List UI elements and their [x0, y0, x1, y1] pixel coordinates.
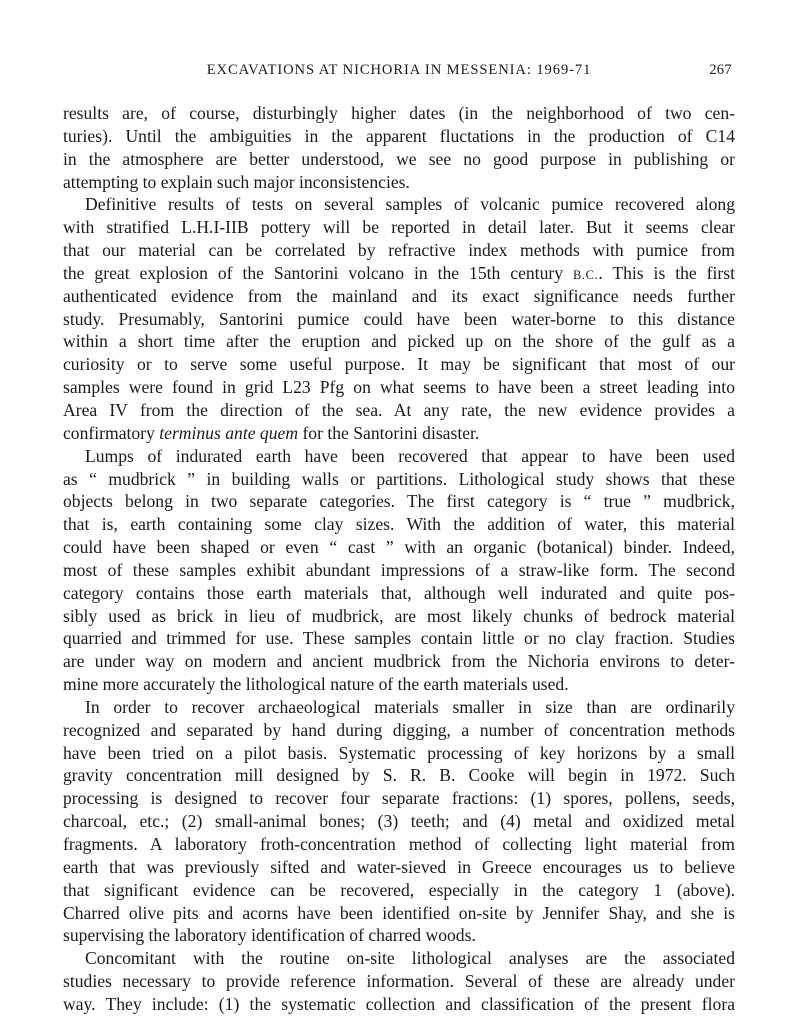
text-line: recognized and separated by hand during digging, a number of concentration methods [63, 719, 735, 740]
text-line: Concomitant with the routine on-site lithological analyses are the associated [85, 948, 735, 969]
text-line: charcoal, etc.; (2) small-animal bones; (3) teeth; and (4) metal and oxidized metal [63, 811, 735, 832]
text-line: Lumps of indurated earth have been recovered that appear to have been used [85, 445, 735, 466]
text-line: are under way on modern and ancient mudbrick from the Nichoria environs to deter- [63, 651, 735, 672]
text-line: Area IV from the direction of the sea. At any rate, the new evidence provides a [63, 399, 735, 420]
text-line: gravity concentration mill designed by S. R. B. Cooke will begin in 1972. Such [63, 765, 735, 786]
smallcaps-era: B.C. [572, 267, 599, 282]
text-line: Charred olive pits and acorns have been identified on-site by Jennifer Shay, and she is [63, 902, 735, 923]
line-text: the great explosion of the Santorini volcano in the 15th century [63, 262, 564, 283]
paragraph-4 [63, 696, 735, 947]
text-line: turies). Until the ambiguities in the apparent fluctations in the production of C14 [63, 125, 735, 146]
text-line: authenticated evidence from the mainland and its exact significance needs further [63, 285, 735, 306]
text-line: In order to recover archaeological materials smaller in size than are ordinarily [85, 696, 735, 717]
text-line: could have been shaped or even “ cast ” with an organic (botanical) binder. Indeed, [63, 537, 735, 558]
text-line: most of these samples exhibit abundant impressions of a straw-like form. The second [63, 559, 735, 580]
text-line: supervising the laboratory identification of charred woods. [63, 925, 476, 946]
text-line: way. They include: (1) the systematic collection and classification of the present flora [63, 993, 735, 1014]
text-line: Definitive results of tests on several samples of volcanic pumice recovered along [85, 194, 735, 215]
text-line-with-smallcaps [63, 262, 735, 285]
text-line: objects belong in two separate categories. The first category is “ true ” mudbrick, [63, 491, 735, 512]
text-line: earth that was previously sifted and water-sieved in Greece encourages us to believe [63, 856, 735, 877]
text-line: in the atmosphere are better understood, we see no good purpose in publishing or [63, 148, 735, 169]
page-number: 267 [709, 62, 732, 78]
line-text-tail: . This is the first [598, 262, 735, 283]
text-line: with stratified L.H.I-IIB pottery will be reported in detail later. But it seems clear [63, 217, 735, 238]
text-line: mine more accurately the lithological nature of the earth materials used. [63, 674, 569, 695]
page [63, 62, 735, 1016]
text-line: category contains those earth materials that, although well indurated and quite pos- [63, 582, 735, 603]
text-line-with-italic [63, 422, 735, 445]
text-line: attempting to explain such major inconsistencies. [63, 171, 410, 192]
line-text-tail: for the Santorini disaster. [302, 422, 480, 443]
text-line: that significant evidence can be recovered, especially in the category 1 (above). [63, 879, 735, 900]
running-title: EXCAVATIONS AT NICHORIA IN MESSENIA: 1969-71 [206, 62, 592, 78]
italic-phrase: terminus ante quem [159, 422, 299, 443]
text-line: studies necessary to provide reference information. Several of these are already under [63, 971, 735, 992]
paragraph-3 [63, 445, 735, 696]
text-line: within a short time after the eruption and picked up on the shore of the gulf as a [63, 331, 735, 352]
text-line: that our material can be correlated by refractive index methods with pumice from [63, 240, 735, 261]
paragraph-1 [63, 102, 735, 193]
paragraph-5 [63, 947, 735, 1016]
text-line: quarried and trimmed for use. These samples contain little or no clay fraction. Studies [63, 628, 735, 649]
text-line: samples were found in grid L23 Pfg on what seems to have been a street leading into [63, 377, 735, 398]
running-header [63, 62, 735, 82]
text-line: fragments. A laboratory froth-concentration method of collecting light material from [63, 834, 735, 854]
text-line: sibly used as brick in lieu of mudbrick, are most likely chunks of bedrock material [63, 605, 735, 626]
text-line: that is, earth containing some clay sizes. With the addition of water, this material [63, 514, 735, 535]
text-line: results are, of course, disturbingly higher dates (in the neighborhood of two cen- [63, 103, 735, 123]
text-line: have been tried on a pilot basis. Systematic processing of key horizons by a small [63, 742, 735, 763]
paragraph-2 [63, 193, 735, 444]
text-line: curiosity or to serve some useful purpose. It may be significant that most of our [63, 354, 735, 375]
line-text: confirmatory [63, 422, 155, 443]
text-line: as “ mudbrick ” in building walls or partitions. Lithological study shows that these [63, 468, 735, 489]
text-line: processing is designed to recover four separate fractions: (1) spores, pollens, seeds, [63, 788, 735, 809]
text-line: study. Presumably, Santorini pumice could have been water-borne to this distance [63, 308, 735, 329]
